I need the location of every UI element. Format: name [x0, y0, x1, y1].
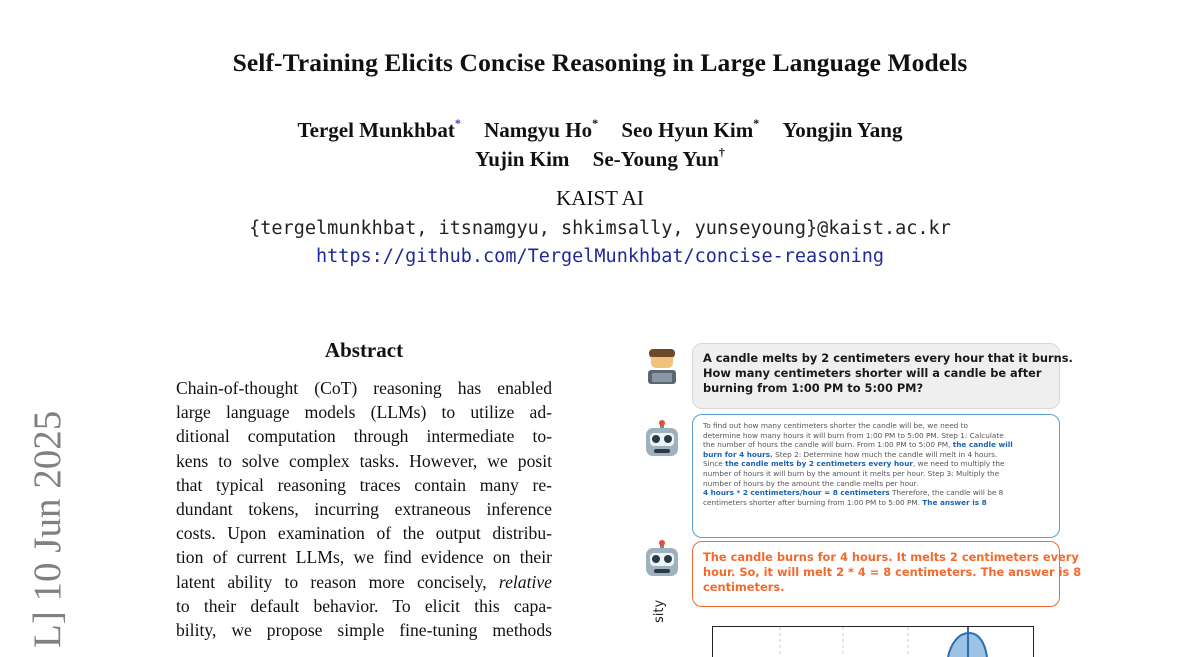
robot-avatar-icon — [642, 420, 682, 460]
short-answer-bubble — [692, 541, 1082, 607]
author-name: Seo Hyun Kim — [621, 118, 754, 142]
author-line-2 — [0, 147, 1200, 172]
abstract-line: bility, we propose simple fine-tuning methods — [176, 620, 552, 641]
author — [475, 147, 569, 172]
equal-contribution-mark: * — [592, 116, 599, 130]
author — [621, 118, 759, 143]
author — [593, 147, 725, 172]
author-name: Tergel Munkhbat — [297, 118, 455, 142]
corresponding-author-mark: † — [718, 145, 725, 159]
abstract-line: tion of current LLMs, we find evidence on their — [176, 547, 552, 568]
affiliation: KAIST AI — [556, 186, 644, 210]
abstract-heading: Abstract — [324, 338, 404, 362]
author-line-1 — [0, 118, 1200, 143]
author-name: Se-Young Yun — [592, 147, 719, 171]
abstract-line: that typical reasoning traces contain many re- — [176, 474, 552, 495]
github-link[interactable]: https://github.com/TergelMunkhbat/concise-reasoning — [315, 246, 885, 267]
author — [298, 118, 461, 143]
question-bubble — [692, 343, 1073, 409]
author-name: Namgyu Ho — [484, 118, 593, 142]
paper-title: Self-Training Elicits Concise Reasoning in Large Language Models — [232, 48, 968, 77]
abstract-line: Chain-of-thought (CoT) reasoning has enabled — [176, 378, 552, 398]
arxiv-side-stamp: L] 10 Jun 2025 — [26, 410, 69, 648]
long-answer-text: To find out how many centimeters shorter the candle will be, we need to determine how many hours it will burn from 1:00 PM to 5:00 PM. Step 1: Calculate the number of hours the candle will burn. From 1:00 PM to 5:00 PM, the candle will burn for 4 hours. Step 2: Determine how much the candle will melt in 4 hours. Since the candle melts by 2 centimeters every hour, we need to multiply the number of hours it will burn by the amount it melts per hour. Step 3: Multiply the number of hours by the amount the candle melts per hour. 4 hours * 2 centimeters/hour = 8 centimeters Therefore, the candle will be 8 centimeters shorter after burning from 1:00 PM to 5:00 PM. The answer is 8 — [703, 421, 1013, 507]
abstract-line: dundant tokens, incurring extraneous inference — [176, 499, 552, 520]
highlight: the candle melts by 2 centimeters every hour — [725, 459, 913, 469]
abstract-line: latent ability to reason more concisely, relative — [176, 571, 552, 592]
highlight: 4 hours * 2 centimeters/hour = 8 centimeters — [703, 488, 890, 498]
author — [484, 118, 598, 143]
equal-contribution-mark[interactable]: * — [454, 116, 461, 130]
long-answer-bubble — [692, 414, 1060, 538]
density-plot-frame — [712, 626, 1034, 657]
author-name: Yongjin Yang — [782, 118, 903, 142]
italic-relative: relative — [498, 571, 552, 592]
question-text: A candle melts by 2 centimeters every hour that it burns. How many centimeters shorter will a candle be after burning from 1:00 PM to 5:00 PM? — [703, 351, 1073, 395]
abstract-body — [176, 376, 552, 642]
abstract-line: large language models (LLMs) to utilize ad- — [176, 402, 552, 423]
abstract-line: to their default behavior. To elicit this capa- — [176, 595, 552, 616]
abstract-line: ditional computation through intermediate to- — [176, 426, 552, 447]
highlight: The answer is 8 — [922, 497, 987, 507]
density-plot-partial — [713, 627, 1033, 657]
highlight: burn for 4 hours. — [703, 449, 773, 459]
author-name: Yujin Kim — [475, 147, 570, 171]
user-avatar-icon — [642, 346, 682, 386]
author-emails: {tergelmunkhbat, itsnamgyu, shkimsally, yunseyoung}@kaist.ac.kr — [249, 218, 951, 239]
equal-contribution-mark: * — [753, 116, 760, 130]
robot-avatar-icon — [642, 540, 682, 580]
author — [782, 118, 902, 143]
plot-y-axis-label: sity — [652, 599, 667, 623]
highlight: the candle will — [952, 440, 1013, 450]
short-answer-text: The candle burns for 4 hours. It melts 2 centimeters every hour. So, it will melt 2 * 4 = 8 centimeters. The answer is 8 centimeters. — [703, 550, 1082, 594]
abstract-line: costs. Upon examination of the output distribu- — [176, 523, 552, 544]
abstract-line: kens to solve complex tasks. However, we posit — [176, 450, 552, 471]
